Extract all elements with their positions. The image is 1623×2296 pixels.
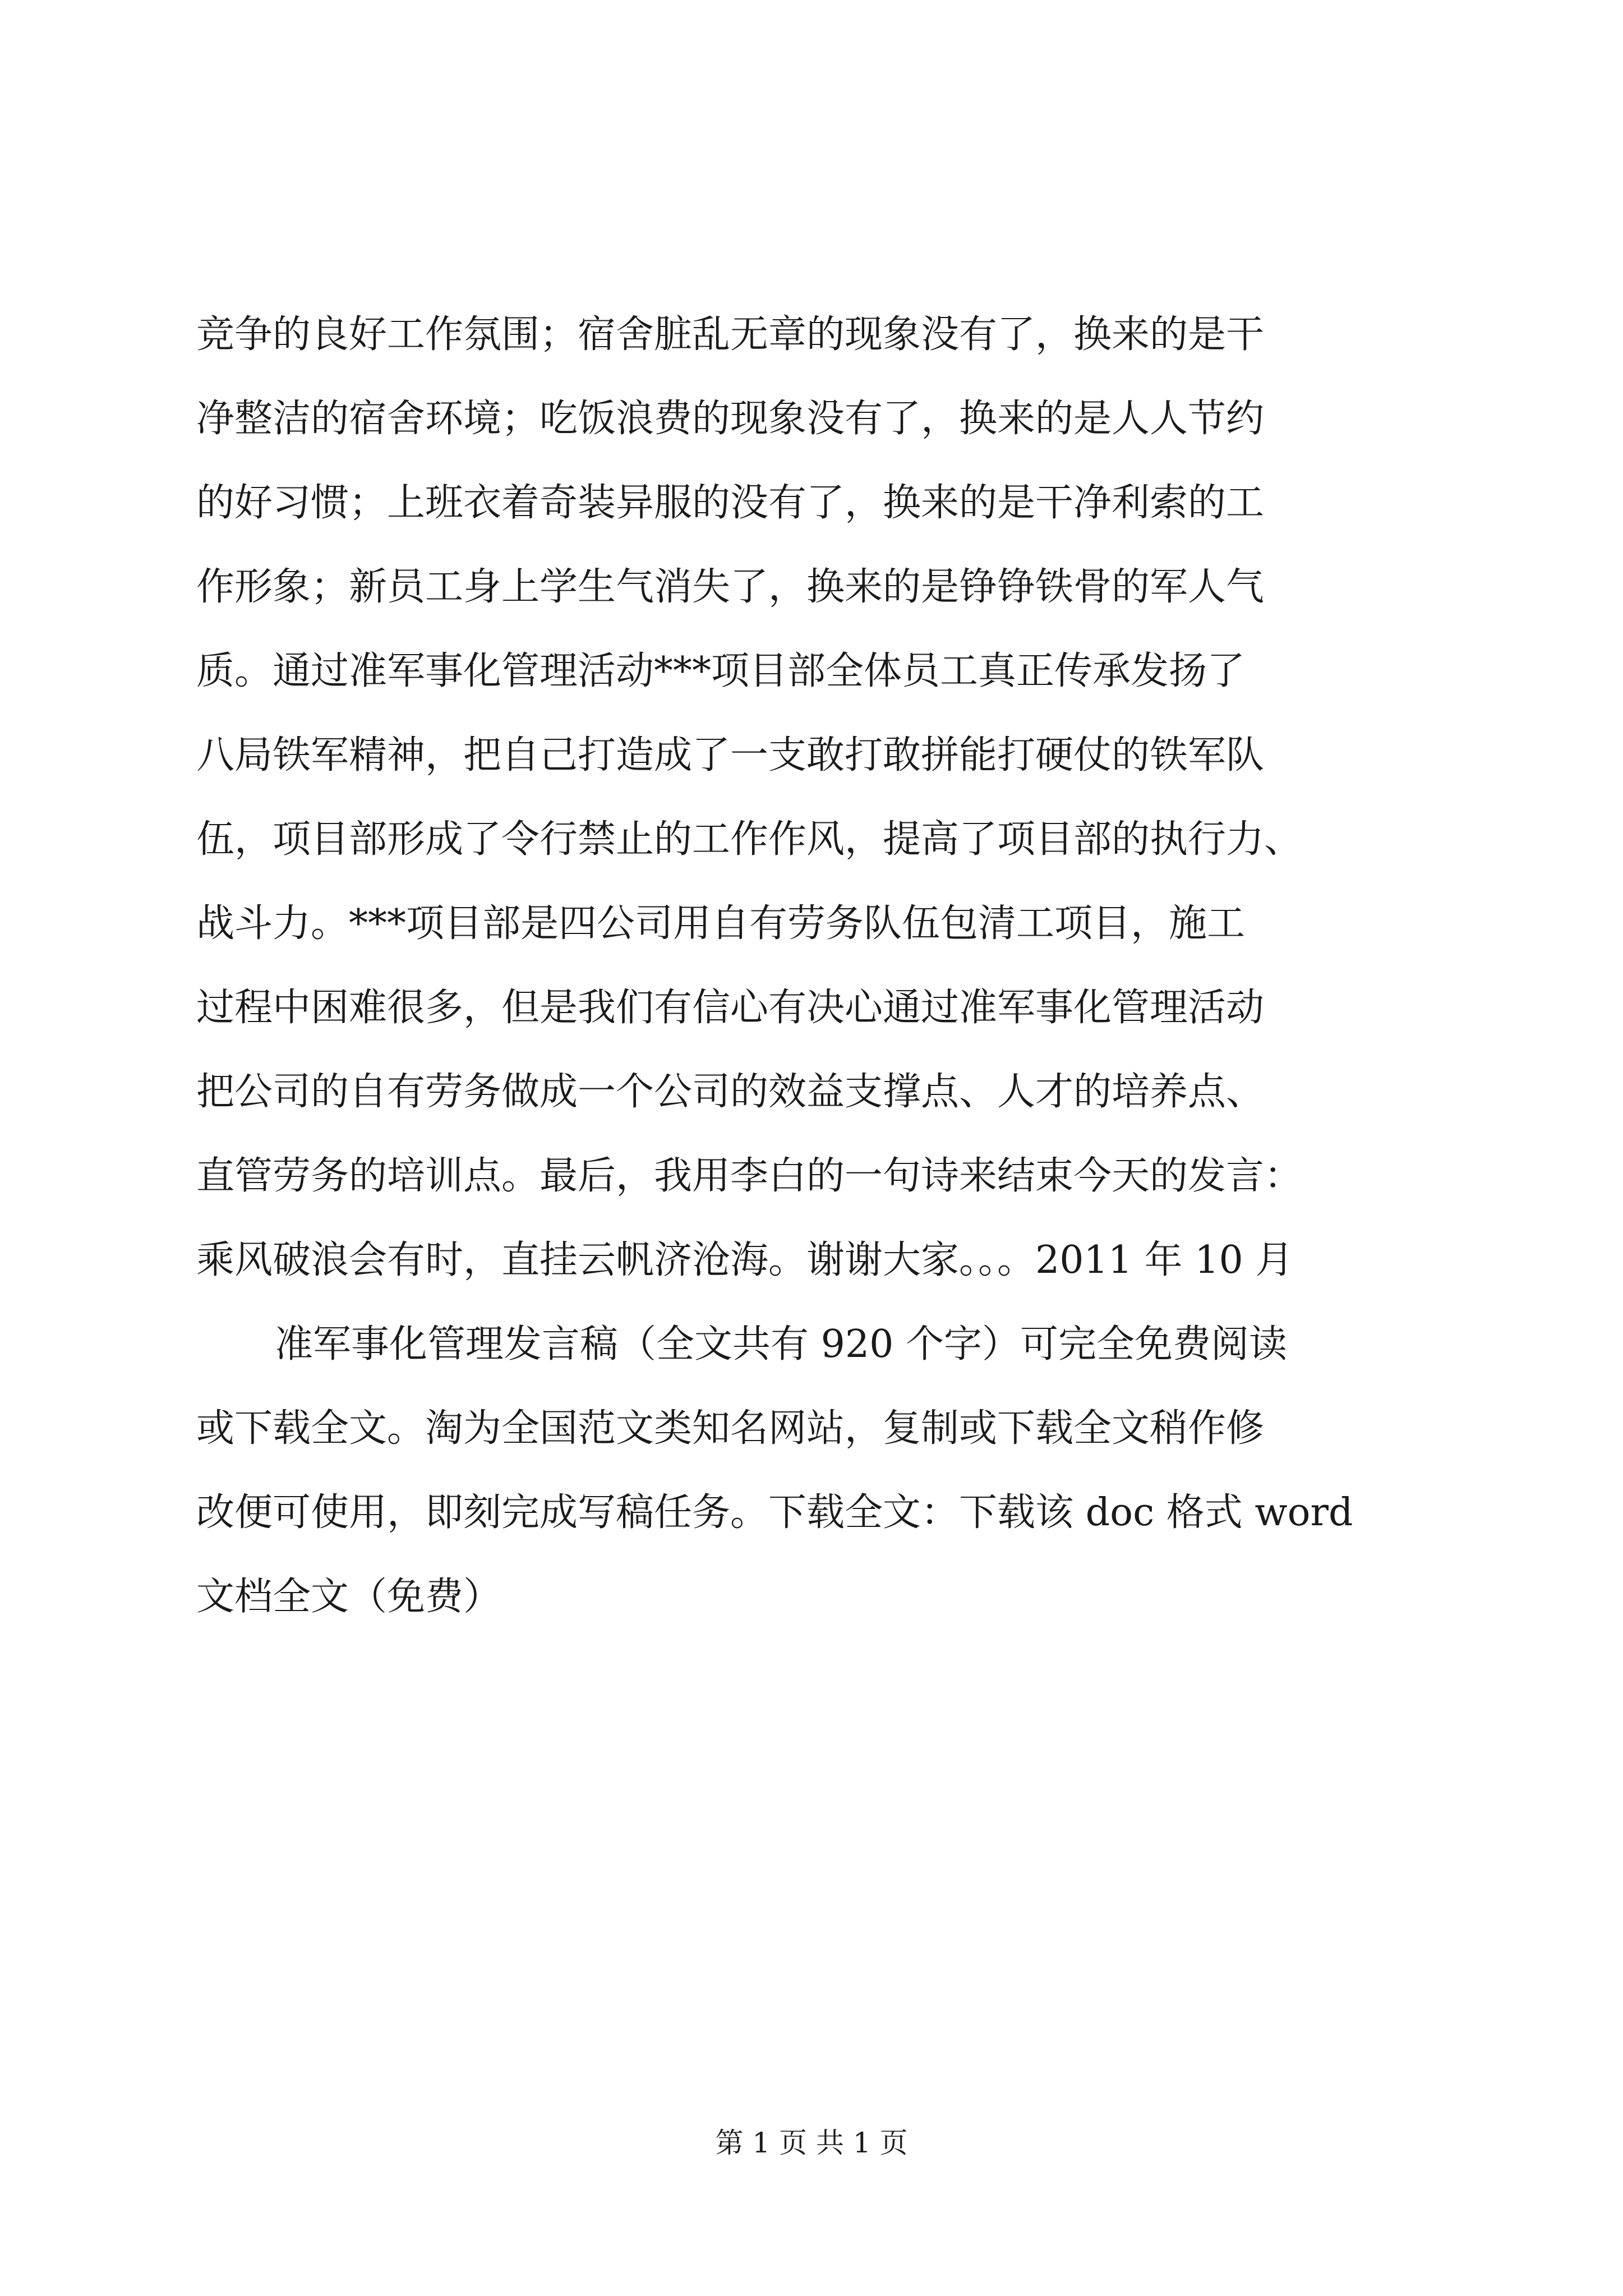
paragraph-1-line: 直管劳务的培训点。最后，我用李白的一句诗来结束今天的发言：	[196, 1154, 1303, 1198]
page-number-footer: 第 1 页 共 1 页	[715, 2127, 908, 2159]
paragraph-1-line: 乘风破浪会有时，直挂云帆济沧海。谢谢大家。。。2011 年 10 月	[196, 1238, 1294, 1282]
paragraph-1-line: 净整洁的宿舍环境；吃饭浪费的现象没有了，换来的是人人节约	[196, 397, 1265, 441]
paragraph-1-line: 质。通过准军事化管理活动***项目部全体员工真正传承发扬了	[196, 649, 1246, 693]
paragraph-1-line: 作形象；新员工身上学生气消失了，换来的是铮铮铁骨的军人气	[196, 565, 1265, 609]
paragraph-2-line: 准军事化管理发言稿（全文共有 920 个字）可完全免费阅读	[275, 1322, 1288, 1366]
paragraph-1-line: 竞争的良好工作氛围；宿舍脏乱无章的现象没有了，换来的是干	[196, 312, 1265, 357]
paragraph-1-line: 伍，项目部形成了令行禁止的工作作风，提高了项目部的执行力、	[196, 817, 1303, 862]
paragraph-1-line: 八局铁军精神，把自己打造成了一支敢打敢拼能打硬仗的铁军队	[196, 733, 1265, 777]
paragraph-1-line: 过程中困难很多，但是我们有信心有决心通过准军事化管理活动	[196, 986, 1265, 1030]
paragraph-1-line: 把公司的自有劳务做成一个公司的效益支撑点、人才的培养点、	[196, 1070, 1265, 1114]
paragraph-2-line: 或下载全文。淘为全国范文类知名网站，复制或下载全文稍作修	[196, 1406, 1265, 1451]
paragraph-2-line: 文档全文（免费）	[196, 1575, 502, 1619]
paragraph-2-line: 改便可使用，即刻完成写稿任务。下载全文：下载该 doc 格式 word	[196, 1490, 1353, 1535]
paragraph-1-line: 的好习惯；上班衣着奇装异服的没有了，换来的是干净利索的工	[196, 481, 1265, 525]
paragraph-1-line: 战斗力。***项目部是四公司用自有劳务队伍包清工项目，施工	[196, 901, 1246, 946]
